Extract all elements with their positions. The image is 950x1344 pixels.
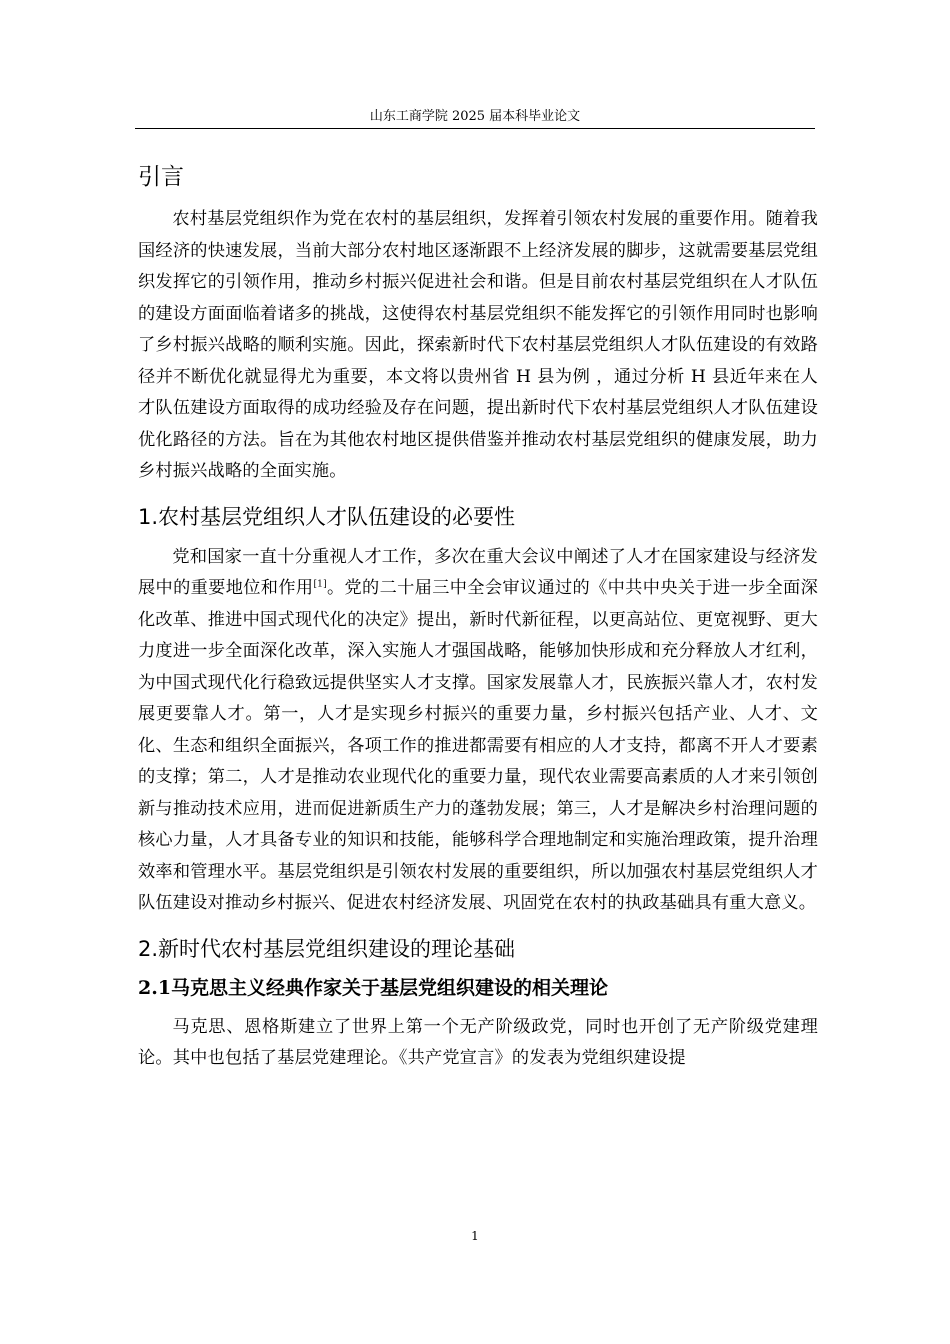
section2-1-heading: 2.1马克思主义经典作家关于基层党组织建设的相关理论 [138,976,609,999]
section1-paragraph [138,542,818,920]
header-rule [135,128,815,129]
intro-heading: 引言 [138,164,184,190]
intro-paragraph: 农村基层党组织作为党在农村的基层组织，发挥着引领农村发展的重要作用。随着我国经济的快速发展，当前大部分农村地区逐渐跟不上经济发展的脚步，这就需要基层党组织发挥它的引领作用，推动乡村振兴促进社会和谐。但是目前农村基层党组织在人才队伍的建设方面面临着诸多的挑战，这使得农村基层党组织不能发挥它的引领作用同时也影响了乡村振兴战略的顺利实施。因此，探索新时代下农村基层党组织人才队伍建设的有效路径并不断优化就显得尤为重要，本文将以贵州省 H 县为例 ，通过分析 H 县近年来在人才队伍建设方面取得的成功经验及存在问题，提出新时代下农村基层党组织人才队伍建设优化路径的方法。旨在为其他农村地区提供借鉴并推动农村基层党组织的健康发展，助力乡村振兴战略的全面实施。 [138,209,818,481]
section1-text-part1: 党和国家一直十分重视人才工作，多次在重大会议中阐述了人才在国家建设与经济发展中的重要地位和作用 [138,546,818,598]
citation-marker: [1] [313,579,327,590]
section2-1-paragraph: 马克思、恩格斯建立了世界上第一个无产阶级政党，同时也开创了无产阶级党建理论。其中也包括了基层党建理论。《共产党宣言》的发表为党组织建设提 [138,1016,818,1068]
page-content [138,162,818,1075]
section2-heading: 2.新时代农村基层党组织建设的理论基础 [138,936,516,961]
page-number: 1 [471,1229,479,1243]
running-header: 山东工商学院 2025 届本科毕业论文 [369,109,581,124]
section1-heading: 1.农村基层党组织人才队伍建设的必要性 [138,504,516,529]
section1-text-part2: 。党的二十届三中全会审议通过的《中共中央关于进一步全面深化改革、推进中国式现代化的决定》提出，新时代新征程，以更高站位、更宽视野、更大力度进一步全面深化改革，深入实施人才强国战略，能够加快形成和充分释放人才红利，为中国式现代化行稳致远提供坚实人才支撑。国家发展靠人才，民族振兴靠人才，农村发展更要靠人才。第一，人才是实现乡村振兴的重要力量，乡村振兴包括产业、人才、文化、生态和组织全面振兴，各项工作的推进都需要有相应的人才支持，都离不开人才要素的支撑；第二，人才是推动农业现代化的重要力量，现代农业需要高素质的人才来引领创新与推动技术应用，进而促进新质生产力的蓬勃发展；第三，人才是解决乡村治理问题的核心力量，人才具备专业的知识和技能，能够科学合理地制定和实施治理政策，提升治理效率和管理水平。基层党组织是引领农村发展的重要组织，所以加强农村基层党组织人才队伍建设对推动乡村振兴、促进农村经济发展、巩固党在农村的执政基础具有重大意义。 [138,578,818,913]
